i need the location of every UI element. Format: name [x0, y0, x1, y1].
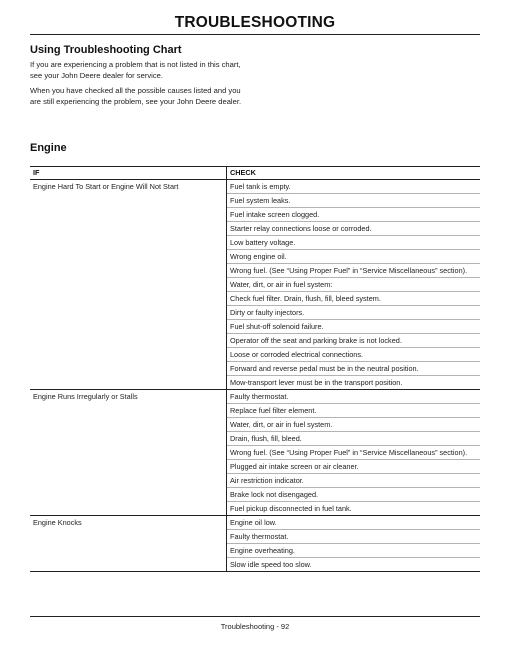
check-list: [227, 390, 480, 515]
table-body: [30, 180, 480, 571]
table-header-row: [30, 167, 480, 180]
if-cell: Engine Knocks: [30, 516, 227, 571]
check-item: Engine oil low.: [227, 516, 480, 530]
column-header-check: CHECK: [230, 168, 256, 177]
using-chart-heading: Using Troubleshooting Chart: [30, 44, 182, 56]
check-item: Faulty thermostat.: [227, 530, 480, 544]
check-item: Loose or corroded electrical connections.: [227, 348, 480, 362]
if-cell: Engine Runs Irregularly or Stalls: [30, 390, 227, 515]
table-row: [30, 389, 480, 515]
column-header-if: IF: [30, 167, 227, 179]
check-item: Fuel shut-off solenoid failure.: [227, 320, 480, 334]
check-item: Water, dirt, or air in fuel system:: [227, 278, 480, 292]
check-list: [227, 516, 480, 571]
check-item: Operator off the seat and parking brake is not locked.: [227, 334, 480, 348]
check-item: Drain, flush, fill, bleed.: [227, 432, 480, 446]
check-item: Faulty thermostat.: [227, 390, 480, 404]
check-item: Wrong fuel. (See “Using Proper Fuel” in “Service Miscellaneous” section).: [227, 264, 480, 278]
check-item: Fuel intake screen clogged.: [227, 208, 480, 222]
check-item: Slow idle speed too slow.: [230, 560, 312, 569]
check-item: Fuel system leaks.: [227, 194, 480, 208]
check-item: Air restriction indicator.: [227, 474, 480, 488]
check-item: Brake lock not disengaged.: [227, 488, 480, 502]
footer-divider: [30, 616, 480, 617]
page-footer: Troubleshooting - 92: [220, 622, 290, 631]
using-chart-paragraph-2: When you have checked all the possible causes listed and you are still experiencing the problem, see your John Deere dealer.: [30, 86, 242, 106]
table-row: [30, 515, 480, 571]
table-row: [30, 180, 480, 389]
engine-heading: Engine: [30, 142, 67, 154]
check-item: Mow-transport lever must be in the transport position.: [230, 378, 403, 387]
title-divider: [30, 34, 480, 35]
check-list: [227, 180, 480, 389]
using-chart-paragraph-1: If you are experiencing a problem that is not listed in this chart, see your John Deere dealer for service.: [30, 60, 241, 80]
check-item: Fuel pickup disconnected in fuel tank.: [230, 504, 352, 513]
check-item: Check fuel filter. Drain, flush, fill, bleed system.: [227, 292, 480, 306]
check-item: Replace fuel filter element.: [227, 404, 480, 418]
check-item: Water, dirt, or air in fuel system.: [227, 418, 480, 432]
check-item: Low battery voltage.: [227, 236, 480, 250]
page-title: TROUBLESHOOTING: [174, 14, 336, 31]
check-item: Wrong fuel. (See “Using Proper Fuel” in “Service Miscellaneous” section).: [227, 446, 480, 460]
check-item: Plugged air intake screen or air cleaner.: [227, 460, 480, 474]
check-item: Starter relay connections loose or corroded.: [227, 222, 480, 236]
troubleshooting-table: [30, 166, 480, 572]
check-item: Engine overheating.: [227, 544, 480, 558]
check-item: Forward and reverse pedal must be in the neutral position.: [227, 362, 480, 376]
if-cell: Engine Hard To Start or Engine Will Not Start: [30, 180, 227, 389]
check-item: Dirty or faulty injectors.: [227, 306, 480, 320]
check-item: Wrong engine oil.: [227, 250, 480, 264]
check-item: Fuel tank is empty.: [227, 180, 480, 194]
